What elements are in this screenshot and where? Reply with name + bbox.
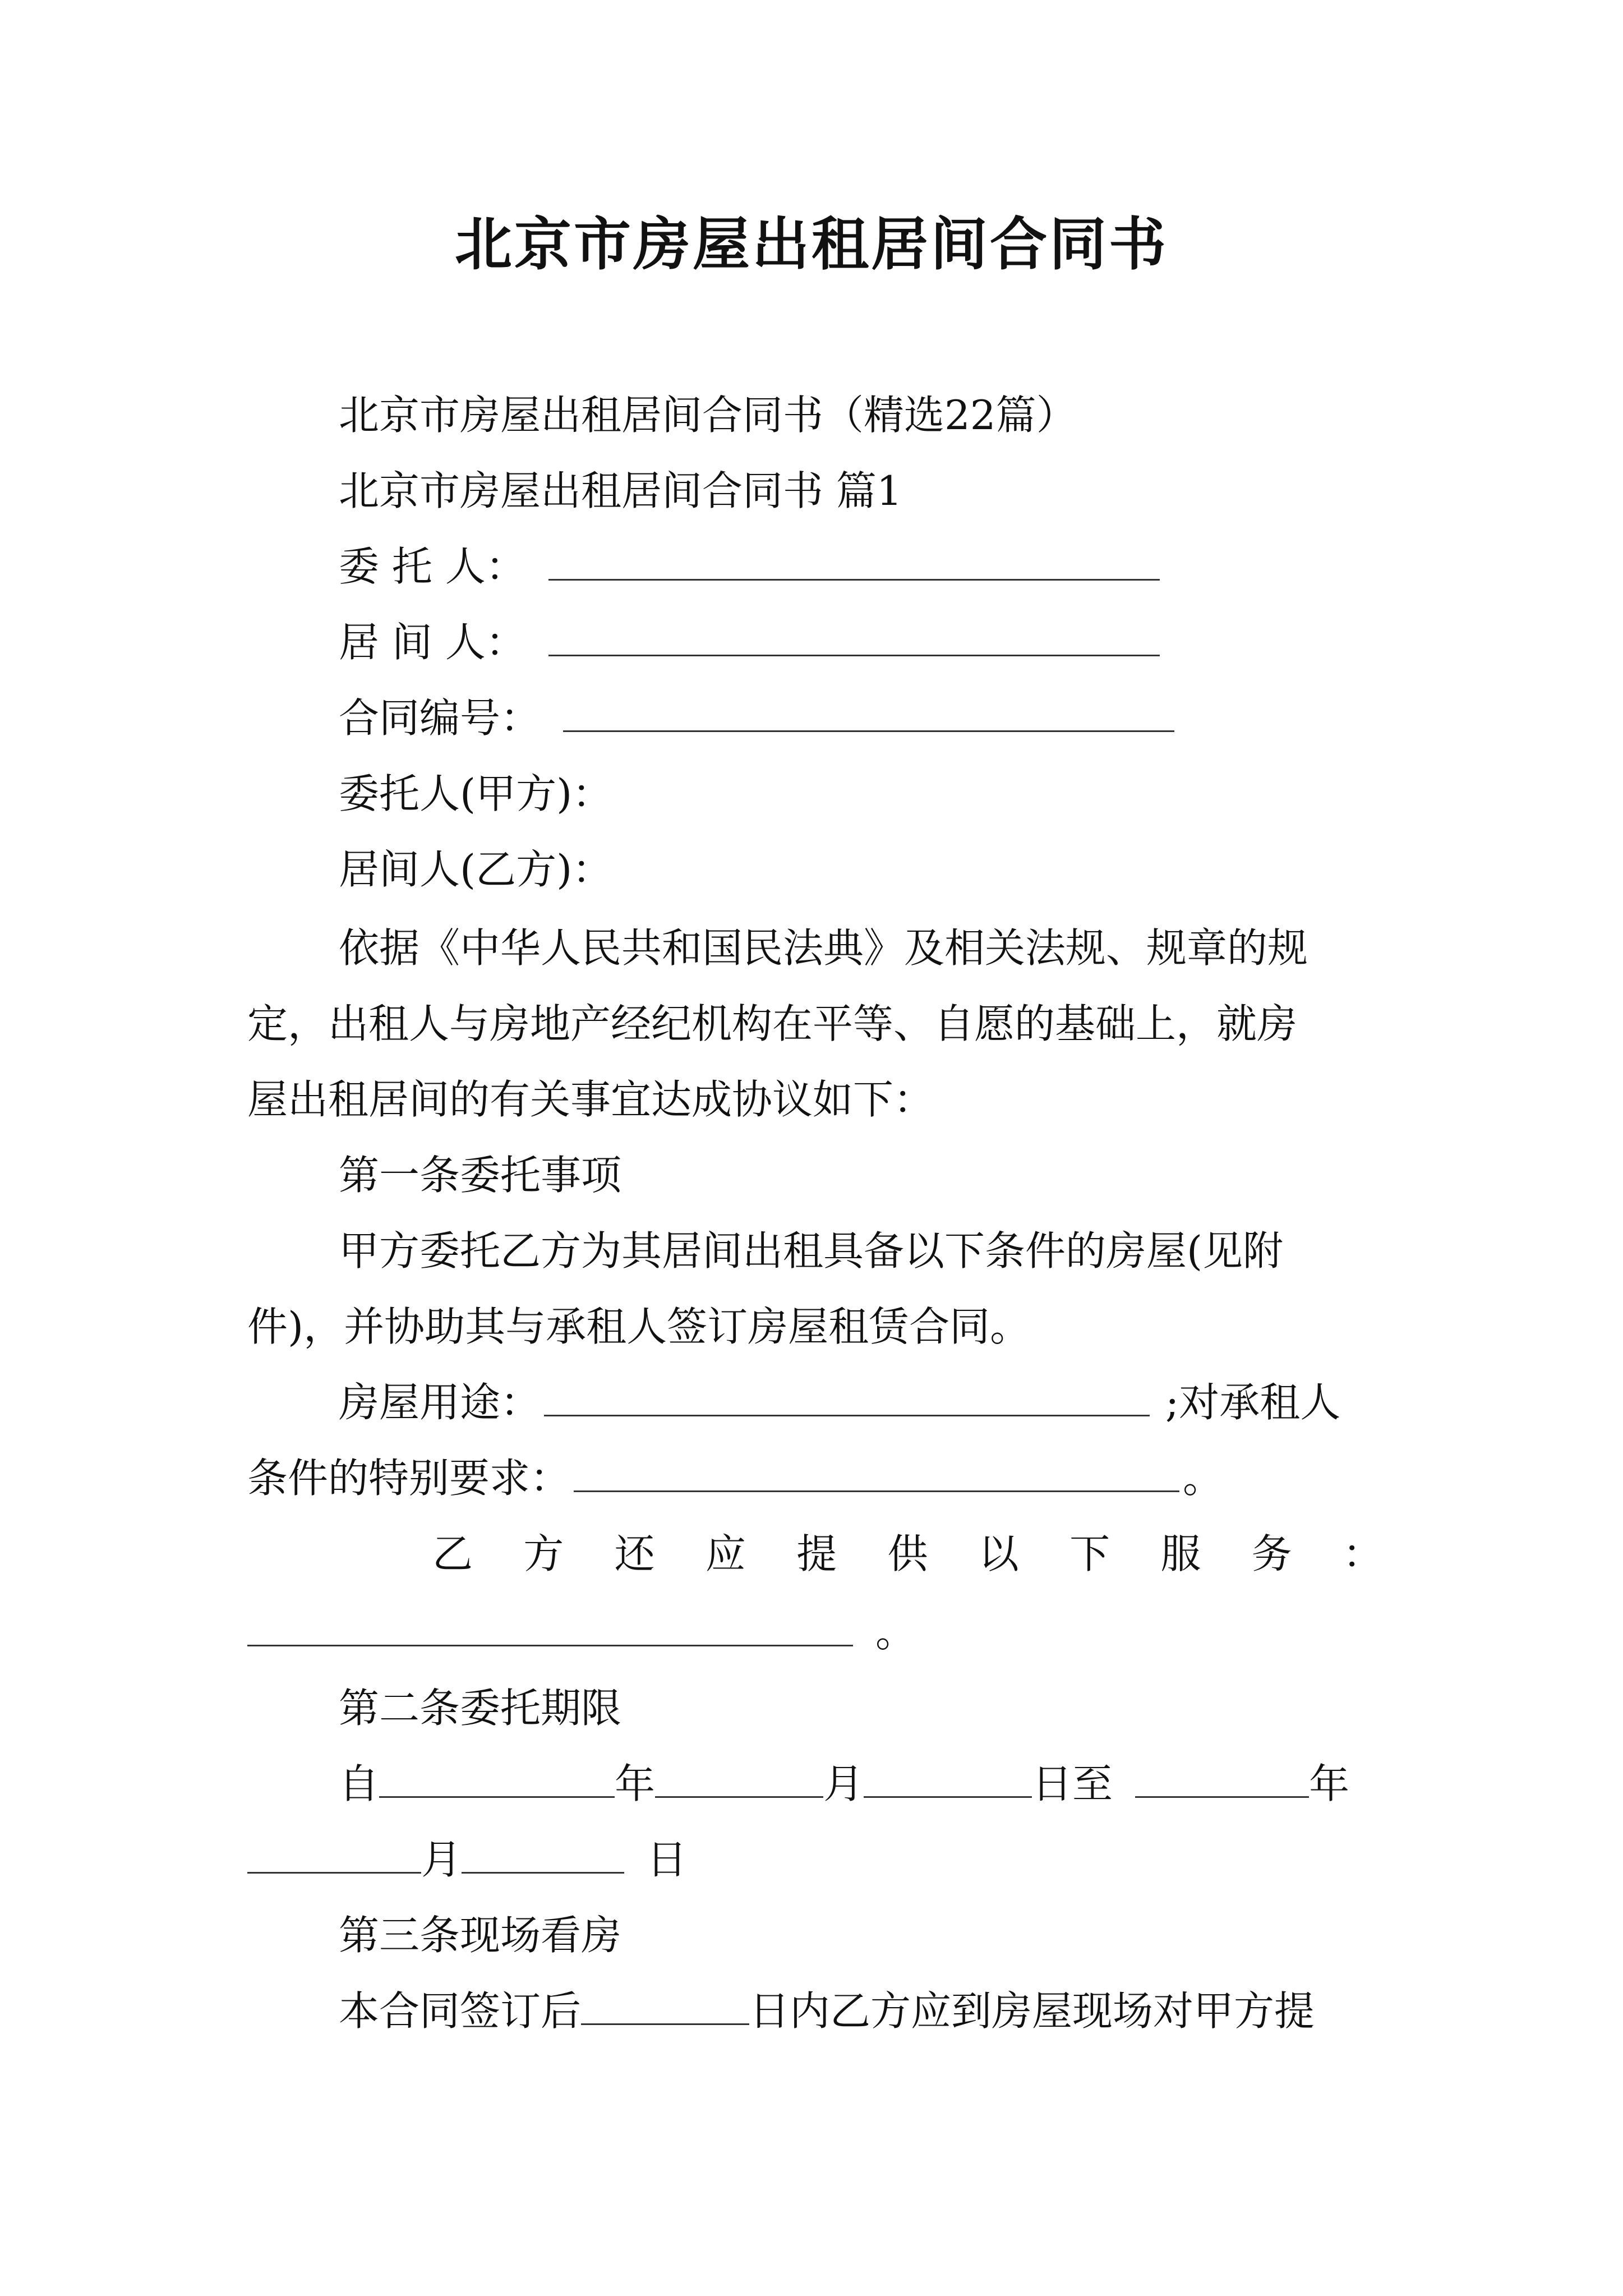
term-day2: 日 <box>647 1836 688 1883</box>
services-char: 乙 <box>432 1530 473 1577</box>
term-month2: 月 <box>421 1836 462 1883</box>
requirement-field <box>247 1450 1223 1506</box>
services-char: 下 <box>1069 1530 1110 1577</box>
term-month2-blank <box>247 1833 421 1874</box>
term-month: 月 <box>823 1760 864 1807</box>
article-1-body-1: 甲方委托乙方为其居间出租具备以下条件的房屋(见附 <box>339 1227 1284 1274</box>
preamble-line-2: 定，出租人与房地产经纪机构在平等、自愿的基础上，就房 <box>247 1000 1298 1047</box>
usage-label: 房屋用途： <box>339 1379 541 1426</box>
article-3-body <box>339 1983 1315 2039</box>
term-day2-blank <box>462 1833 624 1874</box>
services-char: 应 <box>705 1530 746 1577</box>
usage-suffix: ;对承租人 <box>1165 1379 1341 1426</box>
term-day-to: 日至 <box>1032 1760 1113 1807</box>
contract-number-label: 合同编号： <box>339 694 541 742</box>
document-subtitle: 北京市房屋出租居间合同书（精选22篇） <box>339 392 1077 439</box>
term-month-blank <box>655 1757 823 1798</box>
services-line <box>247 1526 1383 1582</box>
services-char: 方 <box>523 1530 564 1577</box>
article-3-body-end: 日内乙方应到房屋现场对甲方提 <box>749 1987 1315 2035</box>
requirement-suffix: 。 <box>1183 1455 1224 1502</box>
article-3-days-blank <box>581 1984 749 2025</box>
principal-label: 委 托 人： <box>339 543 526 590</box>
services-char: 提 <box>796 1530 837 1577</box>
usage-field <box>339 1374 1340 1430</box>
contract-number-field <box>339 690 1178 746</box>
term-year2-blank <box>1135 1757 1309 1798</box>
term-line-2 <box>247 1832 687 1888</box>
services-suffix: 。 <box>875 1609 916 1656</box>
term-year-blank <box>379 1757 615 1798</box>
principal-field <box>339 539 1163 595</box>
article-2-heading: 第二条委托期限 <box>339 1685 622 1732</box>
article-3-body-start: 本合同签订后 <box>339 1987 582 2035</box>
intermediary-blank <box>548 615 1160 656</box>
services-blank-line <box>247 1604 916 1660</box>
preamble-line-1: 依据《中华人民共和国民法典》及相关法规、规章的规 <box>339 924 1308 972</box>
article-1-body-2: 件)，并协助其与承租人签订房屋租赁合同。 <box>247 1303 1031 1350</box>
section-heading: 北京市房屋出租居间合同书 篇1 <box>339 467 902 514</box>
term-day-blank <box>864 1757 1032 1798</box>
term-year2: 年 <box>1309 1760 1350 1807</box>
services-char: 以 <box>978 1530 1019 1577</box>
preamble-line-3: 屋出租居间的有关事宜达成协议如下： <box>247 1076 934 1123</box>
party-a-label: 委托人(甲方)： <box>339 770 613 817</box>
contract-number-blank <box>563 691 1174 732</box>
term-from: 自 <box>339 1760 380 1807</box>
services-blank <box>247 1605 853 1646</box>
intermediary-field <box>339 614 1163 670</box>
article-3-heading: 第三条现场看房 <box>339 1912 622 1959</box>
usage-blank <box>544 1375 1150 1416</box>
services-char: ： <box>1342 1530 1383 1577</box>
document-title: 北京市房屋出租居间合同书 <box>455 211 1168 278</box>
term-year: 年 <box>615 1760 656 1807</box>
principal-blank <box>548 540 1160 581</box>
article-1-heading: 第一条委托事项 <box>339 1152 622 1199</box>
services-char: 还 <box>614 1530 655 1577</box>
party-b-label: 居间人(乙方)： <box>339 846 613 893</box>
services-char: 务 <box>1251 1530 1292 1577</box>
intermediary-label: 居 间 人： <box>339 619 526 666</box>
term-line-1 <box>339 1756 1349 1812</box>
requirement-blank <box>574 1451 1179 1492</box>
services-char: 供 <box>887 1530 928 1577</box>
services-char: 服 <box>1160 1530 1201 1577</box>
requirement-label: 条件的特别要求： <box>247 1455 571 1502</box>
